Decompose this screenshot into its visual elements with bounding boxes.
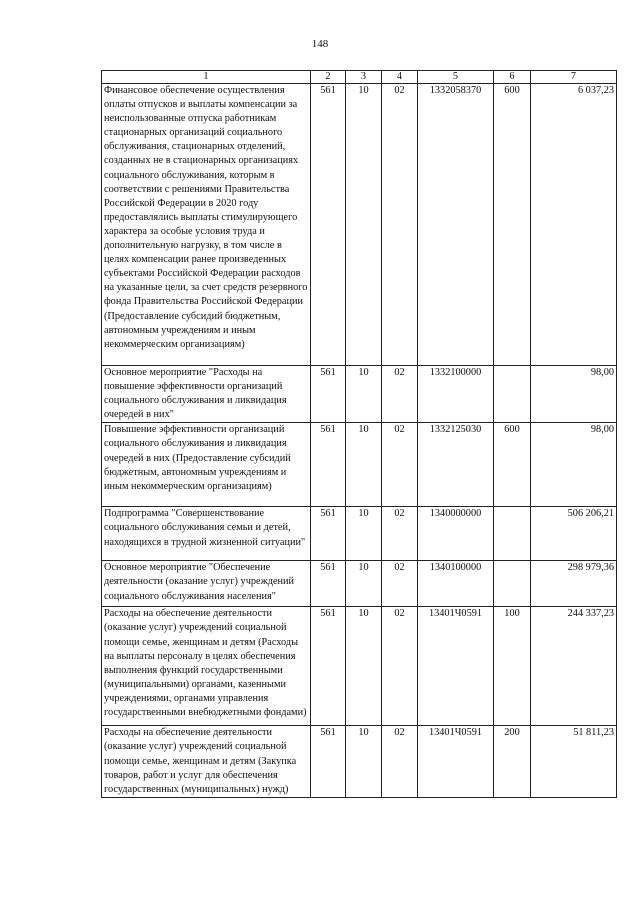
target-code: 1332100000	[418, 366, 494, 423]
header-col-1: 1	[102, 71, 311, 84]
ministry-code: 561	[311, 423, 346, 507]
header-col-6: 6	[494, 71, 531, 84]
expense-type-code	[494, 366, 531, 423]
budget-table	[101, 70, 617, 798]
row-name: Расходы на обеспечение деятельности (оказание услуг) учреждений социальной помощи семье, женщинам и детям (Закупка товаров, работ и услуг для обеспечения государственных (муниципальных) нужд)	[102, 726, 311, 798]
expense-type-code: 200	[494, 726, 531, 798]
target-code: 13401Ч0591	[418, 726, 494, 798]
expense-type-code: 600	[494, 423, 531, 507]
table-row	[102, 366, 617, 423]
target-code: 1332125030	[418, 423, 494, 507]
ministry-code: 561	[311, 366, 346, 423]
row-name: Повышение эффективности организаций социального обслуживания и ликвидация очередей в них (Предоставление субсидий бюджетным, автономным учреждениям и иным некоммерческим организациям)	[102, 423, 311, 507]
amount: 298 979,36	[531, 561, 617, 607]
page-number: 148	[311, 38, 329, 50]
target-code: 1340000000	[418, 507, 494, 561]
section-code: 10	[346, 561, 382, 607]
ministry-code: 561	[311, 607, 346, 726]
row-name: Основное мероприятие "Расходы на повышение эффективности организаций социального обслуживания и ликвидация очередей в них"	[102, 366, 311, 423]
ministry-code: 561	[311, 561, 346, 607]
target-code: 1332058370	[418, 84, 494, 366]
header-col-2: 2	[311, 71, 346, 84]
header-col-5: 5	[418, 71, 494, 84]
section-code: 10	[346, 726, 382, 798]
section-code: 10	[346, 84, 382, 366]
expense-type-code: 600	[494, 84, 531, 366]
table-row	[102, 607, 617, 726]
table-row	[102, 561, 617, 607]
amount: 98,00	[531, 366, 617, 423]
amount: 506 206,21	[531, 507, 617, 561]
row-name: Финансовое обеспечение осуществления оплаты отпусков и выплаты компенсации за неиспользованные отпуска работникам стационарных организаций социального обслуживания, стационарных отделений, созданных не в стационарных организациях социального обслуживания, которым в соответствии с решениями Правительства Российской Федерации в 2020 году предоставлялись выплаты стимулирующего характера за особые условия труда и дополнительную нагрузку, в том числе в целях компенсации ранее произведенных субъектами Российской Федерации расходов на указанные цели, за счет средств резервного фонда Правительства Российской Федерации (Предоставление субсидий бюджетным, автономным учреждениям и иным некоммерческим организациям)	[102, 84, 311, 366]
ministry-code: 561	[311, 84, 346, 366]
ministry-code: 561	[311, 726, 346, 798]
expense-type-code: 100	[494, 607, 531, 726]
header-col-7: 7	[531, 71, 617, 84]
row-name: Основное мероприятие "Обеспечение деятельности (оказание услуг) учреждений социального обслуживания населения"	[102, 561, 311, 607]
table-row	[102, 423, 617, 507]
table-row	[102, 726, 617, 798]
header-row	[102, 71, 617, 84]
subsection-code: 02	[382, 607, 418, 726]
subsection-code: 02	[382, 423, 418, 507]
amount: 6 037,23	[531, 84, 617, 366]
row-name: Расходы на обеспечение деятельности (оказание услуг) учреждений социальной помощи семье, женщинам и детям (Расходы на выплаты персоналу в целях обеспечения выполнения функций государственными (муниципальными) органами, казенными учреждениями, органами управления государственными внебюджетными фондами)	[102, 607, 311, 726]
amount: 244 337,23	[531, 607, 617, 726]
amount: 98,00	[531, 423, 617, 507]
section-code: 10	[346, 366, 382, 423]
subsection-code: 02	[382, 84, 418, 366]
row-name: Подпрограмма "Совершенствование социального обслуживания семьи и детей, находящихся в трудной жизненной ситуации"	[102, 507, 311, 561]
table-row	[102, 84, 617, 366]
amount: 51 811,23	[531, 726, 617, 798]
ministry-code: 561	[311, 507, 346, 561]
subsection-code: 02	[382, 726, 418, 798]
subsection-code: 02	[382, 507, 418, 561]
expense-type-code	[494, 561, 531, 607]
table-row	[102, 507, 617, 561]
section-code: 10	[346, 607, 382, 726]
section-code: 10	[346, 423, 382, 507]
expense-type-code	[494, 507, 531, 561]
subsection-code: 02	[382, 366, 418, 423]
target-code: 1340100000	[418, 561, 494, 607]
target-code: 13401Ч0591	[418, 607, 494, 726]
subsection-code: 02	[382, 561, 418, 607]
header-col-3: 3	[346, 71, 382, 84]
section-code: 10	[346, 507, 382, 561]
header-col-4: 4	[382, 71, 418, 84]
